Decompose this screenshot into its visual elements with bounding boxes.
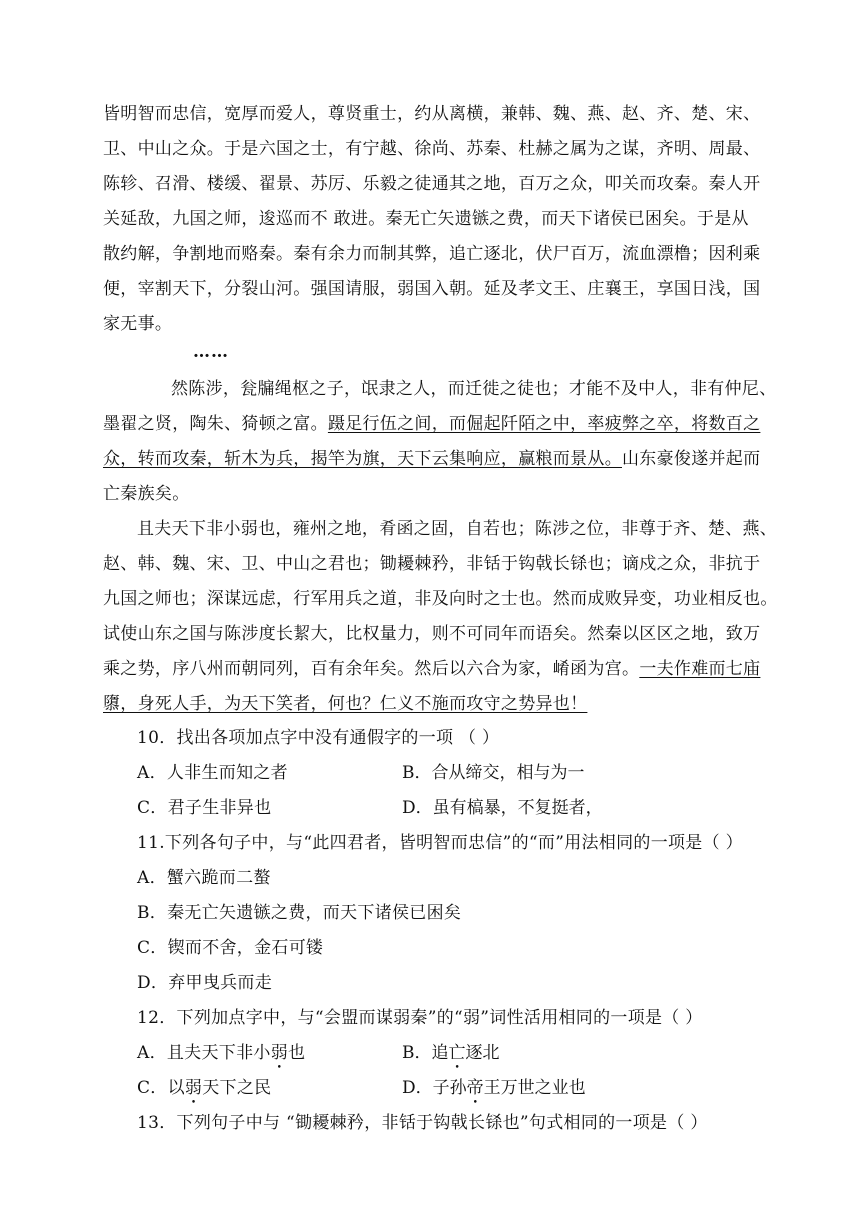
passage-line: 然陈涉，瓮牖绳枢之子，氓隶之人，而迁徙之徒也；才能不及中人，非有仲尼、 bbox=[171, 379, 777, 399]
passage-line: 且夫天下非小弱也，雍州之地，肴函之固，自若也；陈涉之位，非尊于齐、楚、燕、 bbox=[137, 519, 778, 539]
passage-text: 山东豪俊遂并起而 bbox=[622, 449, 761, 469]
underlined-sentence: 隳，身死人手，为天下笑者，何也？仁义不施而攻守之势异也！ bbox=[103, 694, 588, 714]
passage-line: 试使山东之国与陈涉度长絜大，比权量力，则不可同年而语矣。然秦以区区之地，致万 bbox=[103, 624, 761, 644]
dotted-character: 弱 bbox=[270, 1043, 288, 1063]
underlined-sentence: 众，转而攻秦，斩木为兵，揭竿为旗，天下云集响应，赢粮而景从。 bbox=[103, 449, 622, 469]
passage-line bbox=[103, 447, 760, 471]
q11-option-c: C．锲而不舍，金石可镂 bbox=[137, 938, 324, 958]
passage-line: 便，宰割天下，分裂山河。强国请服，弱国入朝。延及孝文王、庄襄王，享国日浅，国 bbox=[103, 279, 761, 299]
passage-line: 关延敌，九国之师，逡巡而不 敢进。秦无亡矢遗镞之费，而天下诸侯已困矣。于是从 bbox=[103, 209, 749, 229]
passage-line bbox=[103, 657, 760, 681]
option-text: 逐北 bbox=[465, 1043, 500, 1063]
q12-option-a bbox=[137, 1041, 305, 1073]
q12-option-c bbox=[137, 1076, 271, 1108]
option-text: A．且夫天下非小 bbox=[137, 1043, 271, 1063]
passage-line: 亡秦族矣。 bbox=[103, 484, 190, 504]
passage-line: 散约解，争割地而赂秦。秦有余力而制其弊，追亡逐北，伏尸百万，流血漂橹；因利乘 bbox=[103, 244, 761, 264]
passage-text: 墨翟之贤，陶朱、猗顿之富。 bbox=[103, 414, 328, 434]
option-text: 天下之民 bbox=[202, 1078, 272, 1098]
option-text: 王万世之业也 bbox=[483, 1078, 586, 1098]
option-text: B．追 bbox=[402, 1043, 449, 1063]
q10-option-b: B．合从缔交，相与为一 bbox=[402, 763, 585, 783]
passage-line: 赵、韩、魏、宋、卫、中山之君也；锄耰棘矜，非铦于钩戟长铩也；谪戍之众，非抗于 bbox=[103, 554, 761, 574]
passage-line: 九国之师也；深谋远虑，行军用兵之道，非及向时之士也。然而成败异变，功业相反也。 bbox=[103, 589, 778, 609]
passage-line: 卫、中山之众。于是六国之士，有宁越、徐尚、苏秦、杜赫之属为之谋，齐明、周最、 bbox=[103, 139, 761, 159]
dotted-character: 亡 bbox=[448, 1043, 466, 1063]
q11-option-b: B．秦无亡矢遗镞之费，而天下诸侯已困矣 bbox=[137, 903, 462, 923]
q11-option-d: D．弃甲曳兵而走 bbox=[137, 973, 273, 993]
option-text: C．以 bbox=[137, 1078, 185, 1098]
q10-option-c: C．君子生非异也 bbox=[137, 798, 272, 818]
omission-ellipsis: …… bbox=[193, 342, 229, 362]
option-text: D．子孙 bbox=[402, 1078, 467, 1098]
passage-line bbox=[103, 692, 587, 716]
underlined-sentence: 一夫作难而七庙 bbox=[639, 659, 761, 679]
question-11-stem: 11.下列各句子中，与“此四君者，皆明智而忠信”的“而”用法相同的一项是（ ） bbox=[137, 833, 743, 853]
q10-option-d: D．虽有槁暴，不复挺者， bbox=[402, 798, 603, 818]
q12-option-b bbox=[402, 1041, 500, 1073]
question-10-stem: 10．找出各项加点字中没有通假字的一项 （ ） bbox=[137, 728, 500, 748]
passage-line: 陈轸、召滑、楼缓、翟景、苏厉、乐毅之徒通其之地，百万之众，叩关而攻秦。秦人开 bbox=[103, 174, 761, 194]
passage-line bbox=[103, 412, 760, 436]
question-13-stem: 13．下列句子中与 “锄耰棘矜，非铦于钩戟长铩也”句式相同的一项是（ ） bbox=[137, 1113, 708, 1133]
passage-text: 乘之势，序八州而朝同列，百有余年矣。然后以六合为家，崤函为宫。 bbox=[103, 659, 640, 679]
underlined-sentence: 蹑足行伍之间，而倔起阡陌之中，率疲弊之卒，将数百之 bbox=[327, 414, 761, 434]
passage-line: 皆明智而忠信，宽厚而爱人，尊贤重士，约从离横，兼韩、魏、燕、赵、齐、楚、宋、 bbox=[103, 104, 761, 124]
question-12-stem: 12．下列加点字中，与“会盟而谋弱秦”的“弱”词性活用相同的一项是（ ） bbox=[137, 1008, 703, 1028]
dotted-character: 弱 bbox=[184, 1078, 203, 1098]
dotted-character: 帝 bbox=[466, 1078, 484, 1098]
passage-line: 家无事。 bbox=[103, 314, 173, 334]
q12-option-d bbox=[402, 1076, 586, 1108]
option-text: 也 bbox=[288, 1043, 306, 1063]
q10-option-a: A．人非生而知之者 bbox=[137, 763, 288, 783]
q11-option-a: A．蟹六跪而二螯 bbox=[137, 868, 271, 888]
